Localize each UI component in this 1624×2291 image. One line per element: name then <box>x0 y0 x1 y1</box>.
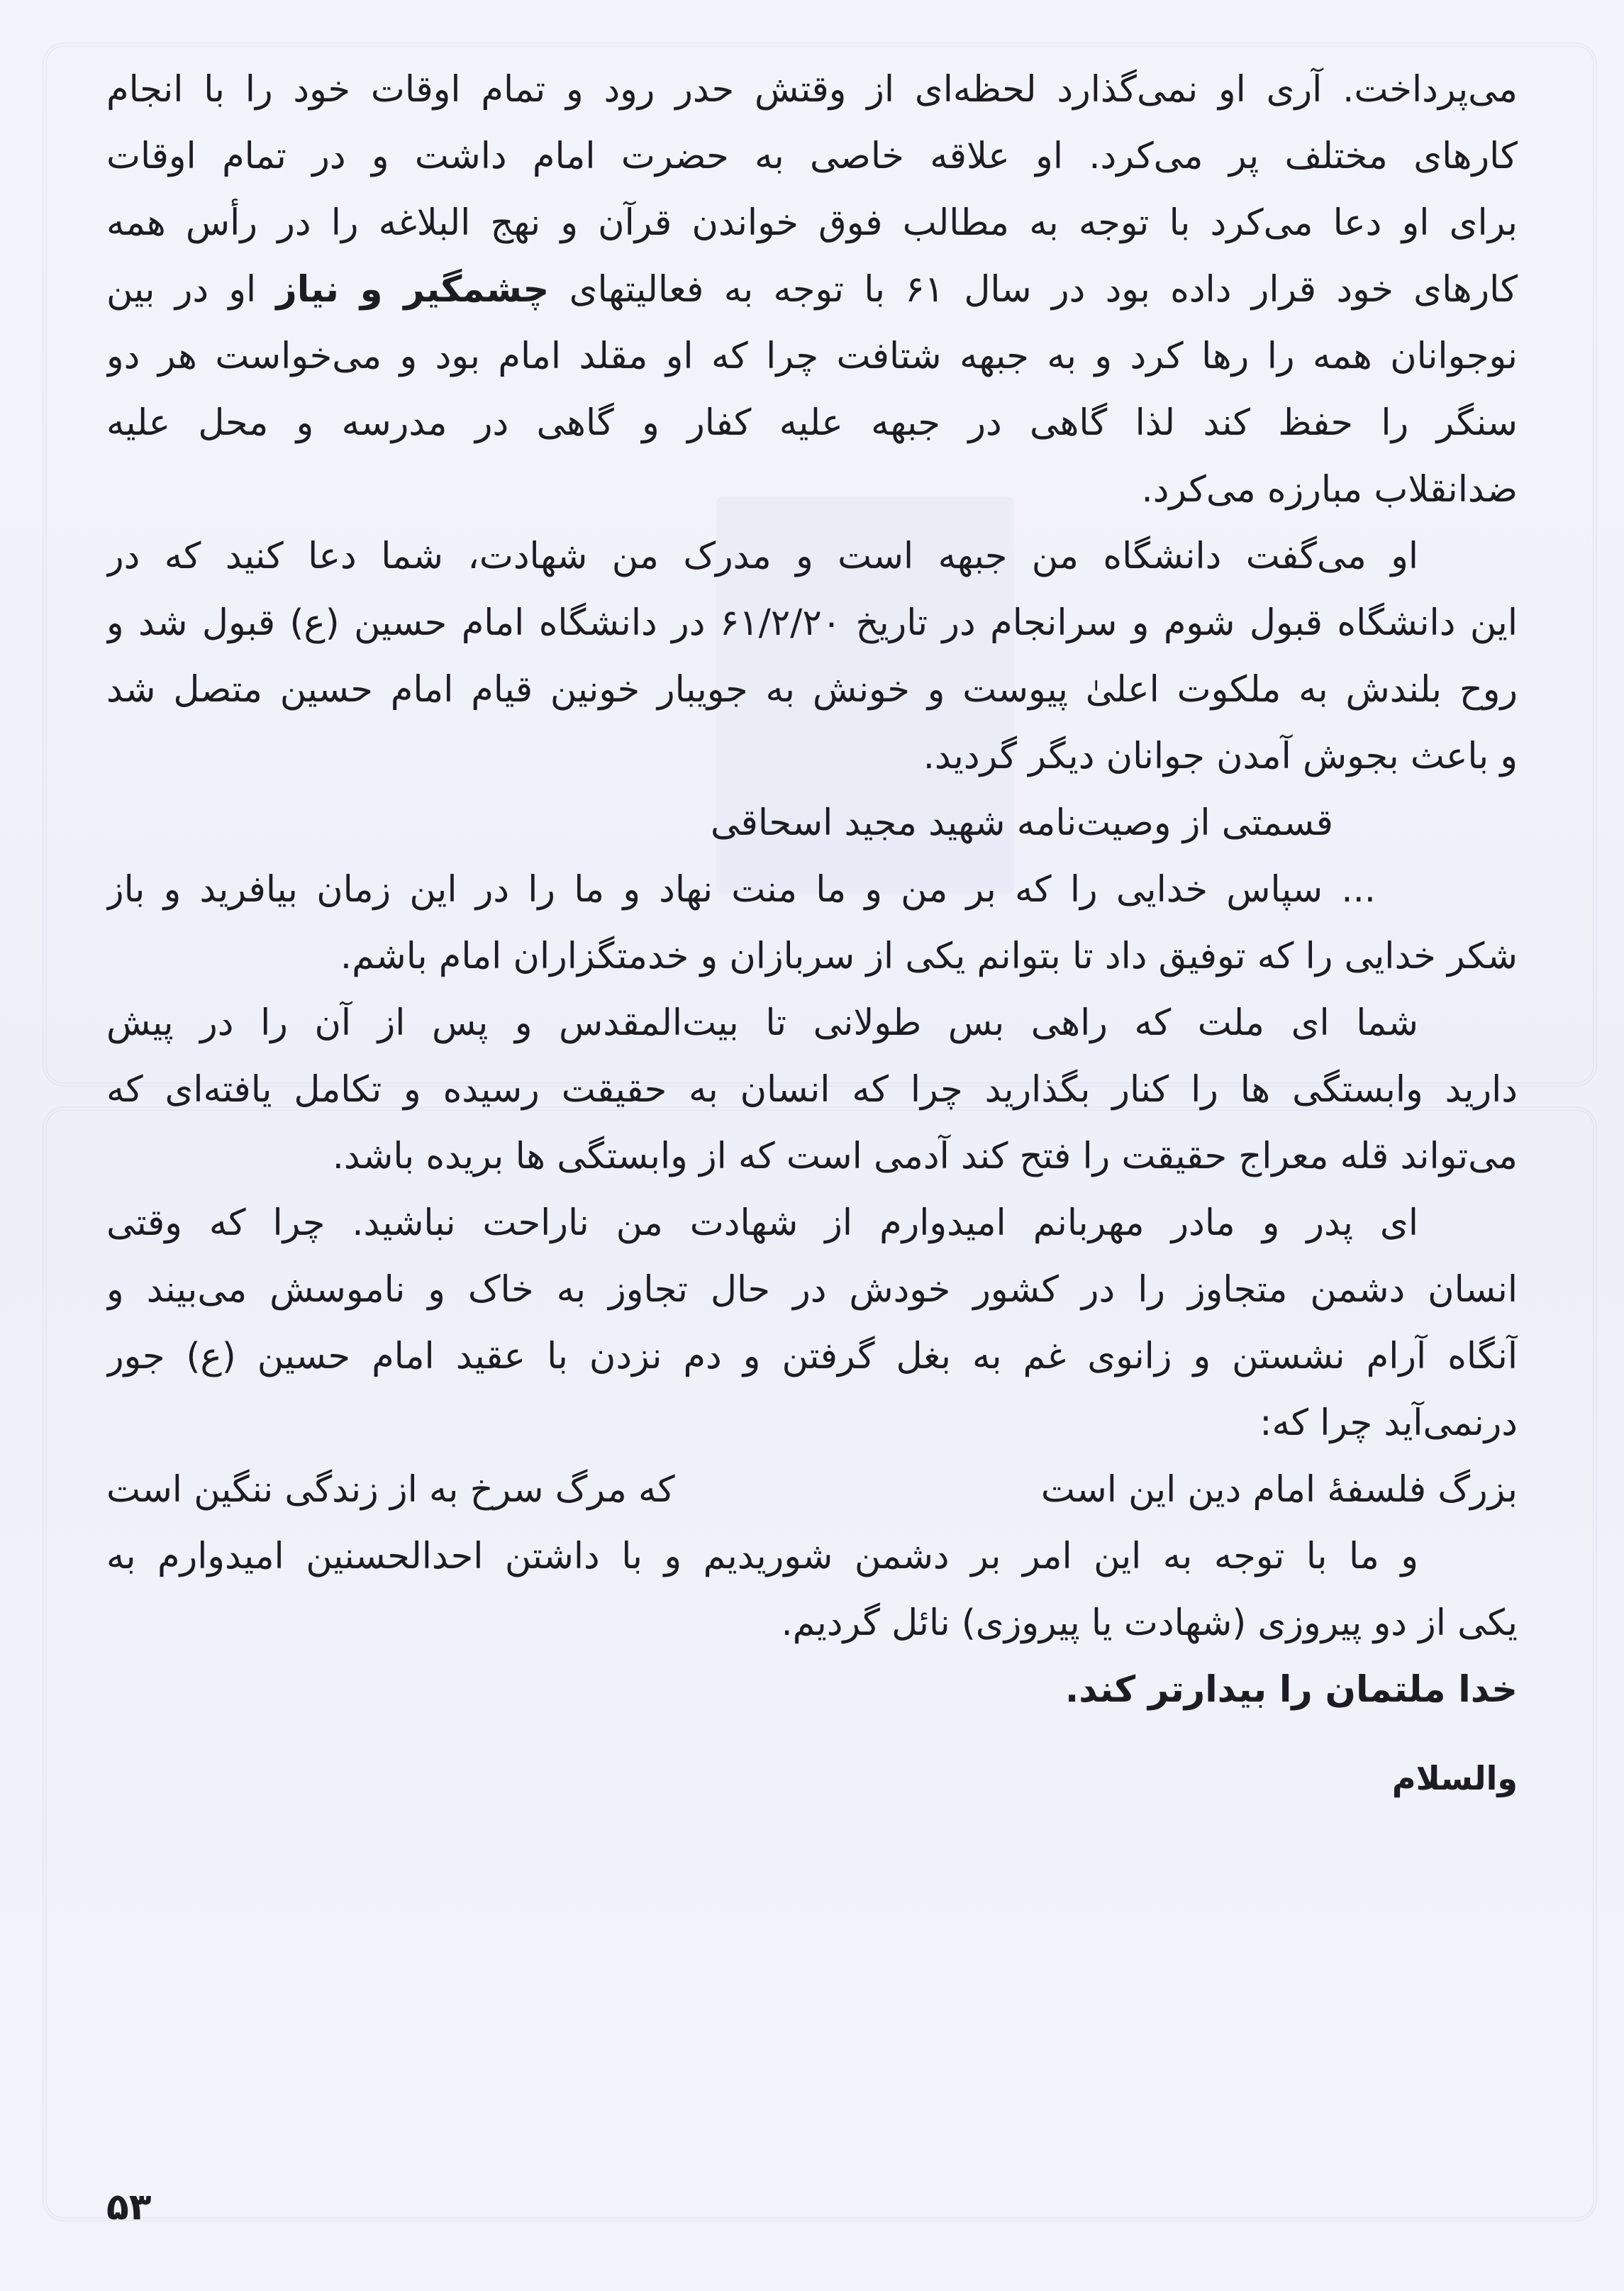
signoff: والسلام <box>1391 1759 1518 1797</box>
text-line: روح بلندش به ملکوت اعلیٰ پیوست و خونش به جویبار خونین قیام امام حسین متصل شد <box>106 669 1518 711</box>
text-line: شما ای ملت که راهی بس طولانی تا بیت‌المقدس و پس از آن را در پیش <box>106 1002 1418 1044</box>
poem-couplet <box>106 1457 1518 1524</box>
text-line: نوجوانان همه را رها کرد و به جبهه شتافت چرا که او مقلد امام بود و می‌خواست هر دو <box>106 335 1518 377</box>
couplet-first-hemistich: بزرگ فلسفهٔ امام دین این است <box>1040 1469 1518 1511</box>
text-line: می‌پرداخت. آری او نمی‌گذارد لحظه‌ای از وقتش حدر رود و تمام اوقات خود را با انجام <box>106 69 1518 111</box>
couplet-second-hemistich: که مرگ سرخ به از زندگی ننگین است <box>106 1469 675 1511</box>
text-line: کارهای مختلف پر می‌کرد. او علاقه خاصی به حضرت امام داشت و در تمام اوقات <box>106 135 1518 177</box>
text-line: درنمی‌آید چرا که: <box>1259 1402 1518 1444</box>
closing-line: خدا ملتمان را بیدارتر کند. <box>1064 1669 1518 1711</box>
text-line: سنگر را حفظ کند لذا گاهی در جبهه علیه کفار و گاهی در مدرسه و محل علیه <box>106 402 1518 444</box>
emphasized-text: چشمگیر و نیاز <box>276 269 550 311</box>
text-line: و باعث بجوش آمدن جوانان دیگر گردید. <box>923 736 1518 777</box>
text-line: ضدانقلاب مبارزه می‌کرد. <box>1141 469 1518 511</box>
text-line: و ما با توجه به این امر بر دشمن شوریدیم و با داشتن احدالحسنین امیدوارم به <box>106 1536 1418 1577</box>
text-line: برای او دعا می‌کرد با توجه به مطالب فوق خواندن قرآن و نهج البلاغه را در رأس همه <box>106 202 1518 244</box>
text-line: دارید وابستگی ها را کنار بگذارید چرا که انسان به حقیقت رسیده و تکامل یافته‌ای که <box>106 1069 1518 1111</box>
text-line: یکی از دو پیروزی (شهادت یا پیروزی) نائل گردیم. <box>781 1602 1518 1644</box>
text-line: این دانشگاه قبول شوم و سرانجام در تاریخ ۶۱/۲/۲۰ در دانشگاه امام حسین (ع) قبول شد و <box>106 602 1518 644</box>
page-number: ۵۳ <box>106 2186 152 2229</box>
text-line: می‌تواند قله معراج حقیقت را فتح کند آدمی است که از وابستگی ها بریده باشد. <box>332 1136 1518 1177</box>
text-line: شکر خدایی را که توفیق داد تا بتوانم یکی از سربازان و خدمتگزاران امام باشم. <box>340 936 1518 977</box>
text-segment: او در بین <box>106 269 257 311</box>
text-line: ... سپاس خدایی را که بر من و ما منت نهاد و ما را در این زمان بیافرید و باز <box>106 869 1376 911</box>
text-line <box>106 257 1518 323</box>
text-segment: کارهای خود قرار داده بود در سال ۶۱ با توجه به فعالیتهای <box>569 269 1518 311</box>
text-line: انسان دشمن متجاوز را در کشور خودش در حال تجاوز به خاک و ناموسش می‌بیند و <box>106 1269 1518 1311</box>
body-text <box>106 57 1518 1812</box>
testament-heading: قسمتی از وصیت‌نامه شهید مجید اسحاقی <box>711 802 1333 844</box>
text-line: ای پدر و مادر مهربانم امیدوارم از شهادت من ناراحت نباشید. چرا که وقتی <box>106 1202 1418 1244</box>
text-line: او می‌گفت دانشگاه من جبهه است و مدرک من شهادت، شما دعا کنید که در <box>106 536 1418 577</box>
text-line: آنگاه آرام نشستن و زانوی غم به بغل گرفتن و دم نزدن با عقید امام حسین (ع) جور <box>106 1336 1518 1377</box>
